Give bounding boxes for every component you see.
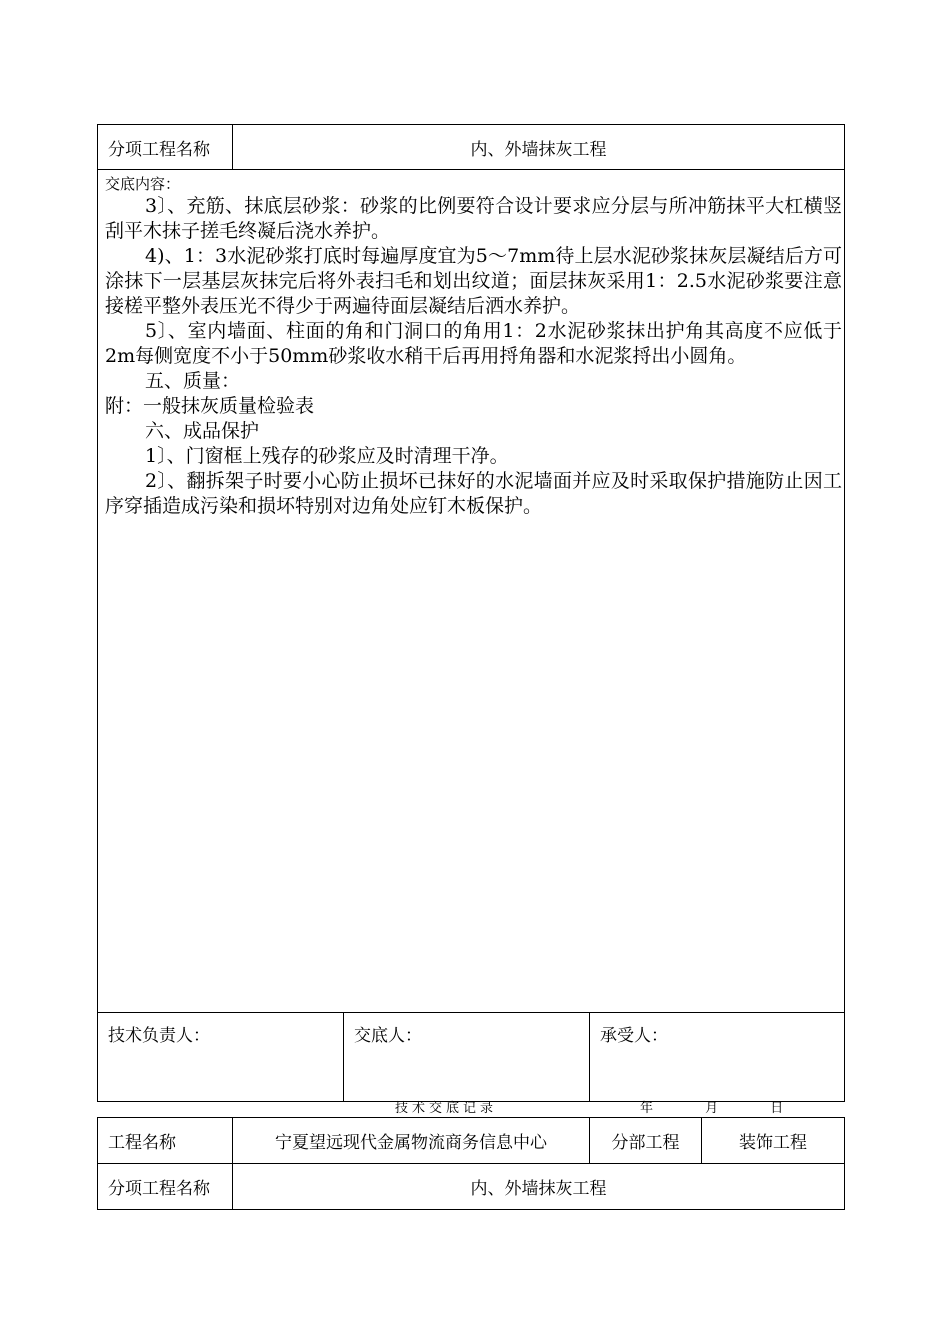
sub-project-value: 内、外墙抹灰工程 (233, 125, 845, 170)
division-value: 装饰工程 (702, 1118, 845, 1164)
project-row (98, 1118, 845, 1164)
record-date (640, 1097, 807, 1116)
project-label: 工程名称 (98, 1118, 233, 1164)
receiver-signature: 承受人： (590, 1013, 845, 1102)
signature-row (98, 1013, 845, 1102)
disclosure-table (97, 124, 845, 1102)
sub-project-label: 分项工程名称 (98, 125, 233, 170)
sub-project-row-bottom (98, 1164, 845, 1210)
content-paragraph: 1〕、门窗框上残存的砂浆应及时清理干净。 (145, 445, 509, 467)
presenter-signature: 交底人： (344, 1013, 590, 1102)
content-title: 交底内容： (105, 175, 181, 193)
content-row (98, 170, 845, 1013)
protection-heading: 六、成品保护 (145, 420, 260, 442)
record-header (97, 1097, 844, 1115)
attachment-line: 附：一般抹灰质量检验表 (105, 395, 315, 417)
tech-lead-signature: 技术负责人： (98, 1013, 344, 1102)
record-date-text: 年 月 日 (640, 1101, 808, 1116)
sub-project-label-bottom: 分项工程名称 (98, 1164, 233, 1210)
division-label: 分部工程 (590, 1118, 702, 1164)
quality-heading: 五、质量： (145, 370, 241, 392)
sub-project-row (98, 125, 845, 170)
record-title: 技术交底记录 (395, 1101, 498, 1116)
content-cell (98, 170, 845, 1013)
project-value: 宁夏望远现代金属物流商务信息中心 (233, 1118, 590, 1164)
content-paragraph: 3〕、充筋、抹底层砂浆：砂浆的比例要符合设计要求应分层与所冲筋抹平大杠横竖刮平木抹子搓毛终凝后浇水养护。 (105, 195, 842, 242)
sub-project-value-bottom: 内、外墙抹灰工程 (233, 1164, 845, 1210)
project-info-table (97, 1117, 845, 1210)
content-paragraph: 5〕、室内墙面、柱面的角和门洞口的角用1：2水泥砂浆抹出护角其高度不应低于2m每侧宽度不小于50mm砂浆收水稍干后再用捋角器和水泥浆捋出小圆角。 (105, 320, 842, 367)
content-paragraph: 2〕、翻拆架子时要小心防止损坏已抹好的水泥墙面并应及时采取保护措施防止因工序穿插造成污染和损坏特别对边角处应钉木板保护。 (105, 470, 842, 517)
content-paragraph: 4)、1：3水泥砂浆打底时每遍厚度宜为5～7mm待上层水泥砂浆抹灰层凝结后方可涂抹下一层基层灰抹完后将外表扫毛和划出纹道；面层抹灰采用1：2.5水泥砂浆要注意接槎平整外表压光不得少于两遍待面层凝结后洒水养护。 (105, 245, 842, 317)
